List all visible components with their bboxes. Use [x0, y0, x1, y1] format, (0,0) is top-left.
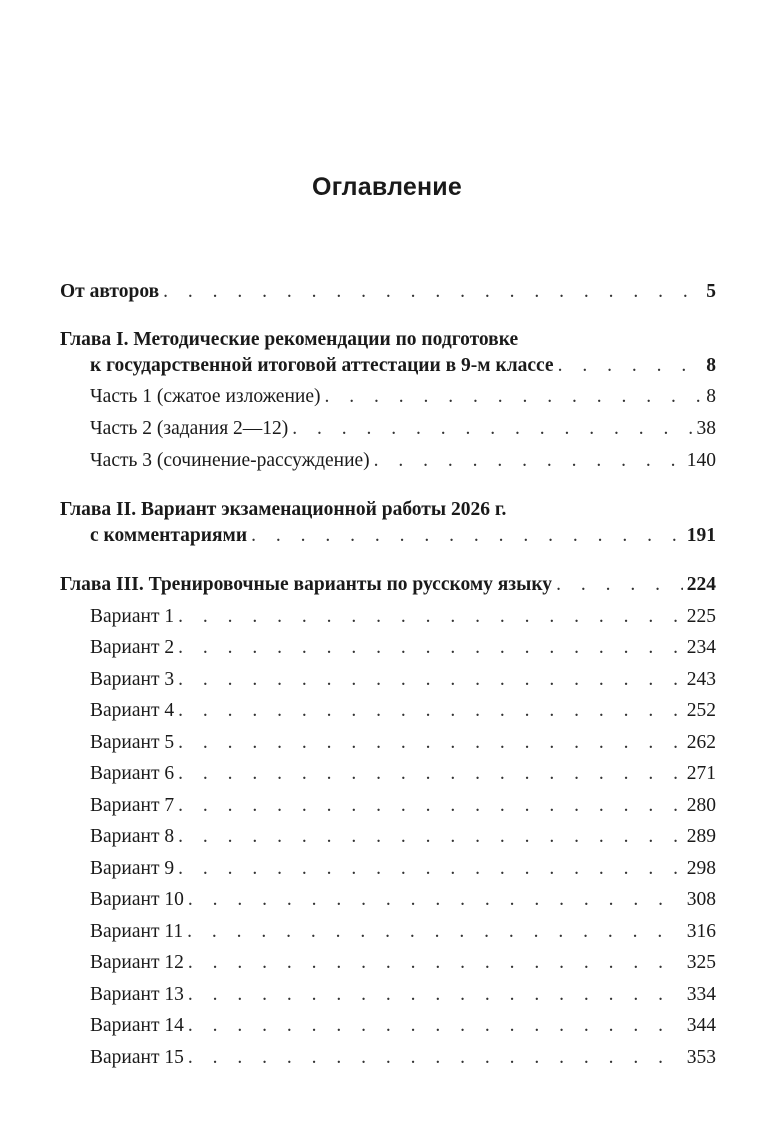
toc-entry-chapter-1-heading[interactable]	[60, 328, 716, 352]
toc-entry-label: Вариант 10	[90, 889, 184, 910]
toc-entry-page: 289	[686, 826, 716, 847]
dot-leader	[178, 762, 683, 786]
toc-entry-page: 262	[686, 732, 716, 753]
toc-entry-variant[interactable]	[90, 920, 716, 944]
dot-leader	[374, 449, 683, 473]
toc-entry-label: Вариант 1	[90, 606, 175, 627]
toc-entry-label: Глава I. Методические рекомендации по подготовке	[60, 329, 519, 350]
toc-entry-chapter-2-heading[interactable]	[60, 498, 716, 522]
toc-entry-page: 224	[686, 574, 716, 595]
toc-entry-page: 344	[686, 1015, 716, 1036]
toc-entry-variant[interactable]	[90, 983, 716, 1007]
dot-leader	[188, 951, 683, 975]
toc-entry-variant[interactable]	[90, 888, 716, 912]
toc-entry-label: Вариант 6	[90, 763, 175, 784]
toc-entry-page: 325	[686, 952, 716, 973]
dot-leader	[558, 354, 703, 378]
toc-entry-variant[interactable]	[90, 825, 716, 849]
toc-entry-page: 308	[686, 889, 716, 910]
toc-entry-label: с комментариями	[90, 525, 248, 546]
toc-entry-chapter-2[interactable]	[90, 524, 716, 548]
toc-entry-label: Вариант 13	[90, 984, 184, 1005]
toc-entry-variant[interactable]	[90, 1046, 716, 1070]
dot-leader	[187, 920, 683, 944]
toc-entry-page: 280	[686, 795, 716, 816]
toc-entry-variant[interactable]	[90, 668, 716, 692]
toc-entry-page: 243	[686, 669, 716, 690]
toc-entry-label: к государственной итоговой аттестации в 9-м классе	[90, 355, 554, 376]
toc-entry-page: 234	[686, 637, 716, 658]
toc-entry-page: 334	[686, 984, 716, 1005]
dot-leader	[178, 825, 683, 849]
toc-entry-part-3[interactable]	[90, 449, 716, 473]
toc-entry-variant[interactable]	[90, 762, 716, 786]
toc-entry-label: Вариант 12	[90, 952, 184, 973]
dot-leader	[178, 668, 683, 692]
toc-entry-page: 316	[686, 921, 716, 942]
toc-entry-page: 271	[686, 763, 716, 784]
dot-leader	[188, 1014, 683, 1038]
toc-entry-label: Вариант 9	[90, 858, 175, 879]
toc-entry-label: От авторов	[60, 281, 160, 302]
dot-leader	[188, 1046, 683, 1070]
toc-entry-label: Вариант 3	[90, 669, 175, 690]
toc-entry-label: Вариант 2	[90, 637, 175, 658]
toc-entry-label: Вариант 15	[90, 1047, 184, 1068]
toc-entry-page: 140	[686, 450, 716, 471]
toc-entry-label: Часть 1 (сжатое изложение)	[90, 386, 321, 407]
toc-entry-label: Вариант 8	[90, 826, 175, 847]
toc-entry-authors[interactable]	[60, 280, 716, 304]
toc-entry-part-2[interactable]	[90, 417, 716, 441]
toc-entry-label: Вариант 11	[90, 921, 184, 942]
dot-leader	[178, 605, 683, 629]
dot-leader	[292, 417, 692, 441]
toc-entry-label: Глава II. Вариант экзаменационной работы 2026 г.	[60, 499, 507, 520]
toc-entry-page: 252	[686, 700, 716, 721]
page-title: Оглавление	[312, 173, 462, 201]
toc-entry-page: 5	[706, 281, 716, 302]
dot-leader	[251, 524, 683, 548]
toc-entry-page: 225	[686, 606, 716, 627]
toc-entry-variant[interactable]	[90, 794, 716, 818]
toc-entry-page: 8	[706, 355, 716, 376]
toc-entry-page: 191	[686, 525, 716, 546]
toc-entry-variant[interactable]	[90, 605, 716, 629]
dot-leader	[178, 699, 683, 723]
toc-entry-label: Глава III. Тренировочные варианты по русскому языку	[60, 574, 553, 595]
dot-leader	[324, 385, 702, 409]
toc-entry-page: 8	[706, 386, 716, 407]
toc-entry-label: Вариант 4	[90, 700, 175, 721]
toc-entry-label: Вариант 14	[90, 1015, 184, 1036]
toc-entry-label: Вариант 7	[90, 795, 175, 816]
toc-entry-variant[interactable]	[90, 857, 716, 881]
toc-entry-chapter-1[interactable]	[90, 354, 716, 378]
dot-leader	[178, 857, 683, 881]
dot-leader	[188, 888, 683, 912]
toc-entry-variant[interactable]	[90, 951, 716, 975]
toc-entry-label: Часть 3 (сочинение-рассуждение)	[90, 450, 370, 471]
dot-leader	[188, 983, 683, 1007]
toc-entry-page: 38	[696, 418, 716, 439]
dot-leader	[178, 794, 683, 818]
dot-leader	[178, 636, 683, 660]
toc-entry-variant[interactable]	[90, 636, 716, 660]
dot-leader	[556, 573, 683, 597]
toc-entry-label: Часть 2 (задания 2—12)	[90, 418, 289, 439]
toc-entry-page: 298	[686, 858, 716, 879]
toc-entry-part-1[interactable]	[90, 385, 716, 409]
toc-entry-chapter-3[interactable]	[60, 573, 716, 597]
toc-entry-variant[interactable]	[90, 731, 716, 755]
toc-entry-page: 353	[686, 1047, 716, 1068]
dot-leader	[178, 731, 683, 755]
toc-entry-label: Вариант 5	[90, 732, 175, 753]
toc-entry-variant[interactable]	[90, 1014, 716, 1038]
dot-leader	[163, 280, 702, 304]
toc-entry-variant[interactable]	[90, 699, 716, 723]
